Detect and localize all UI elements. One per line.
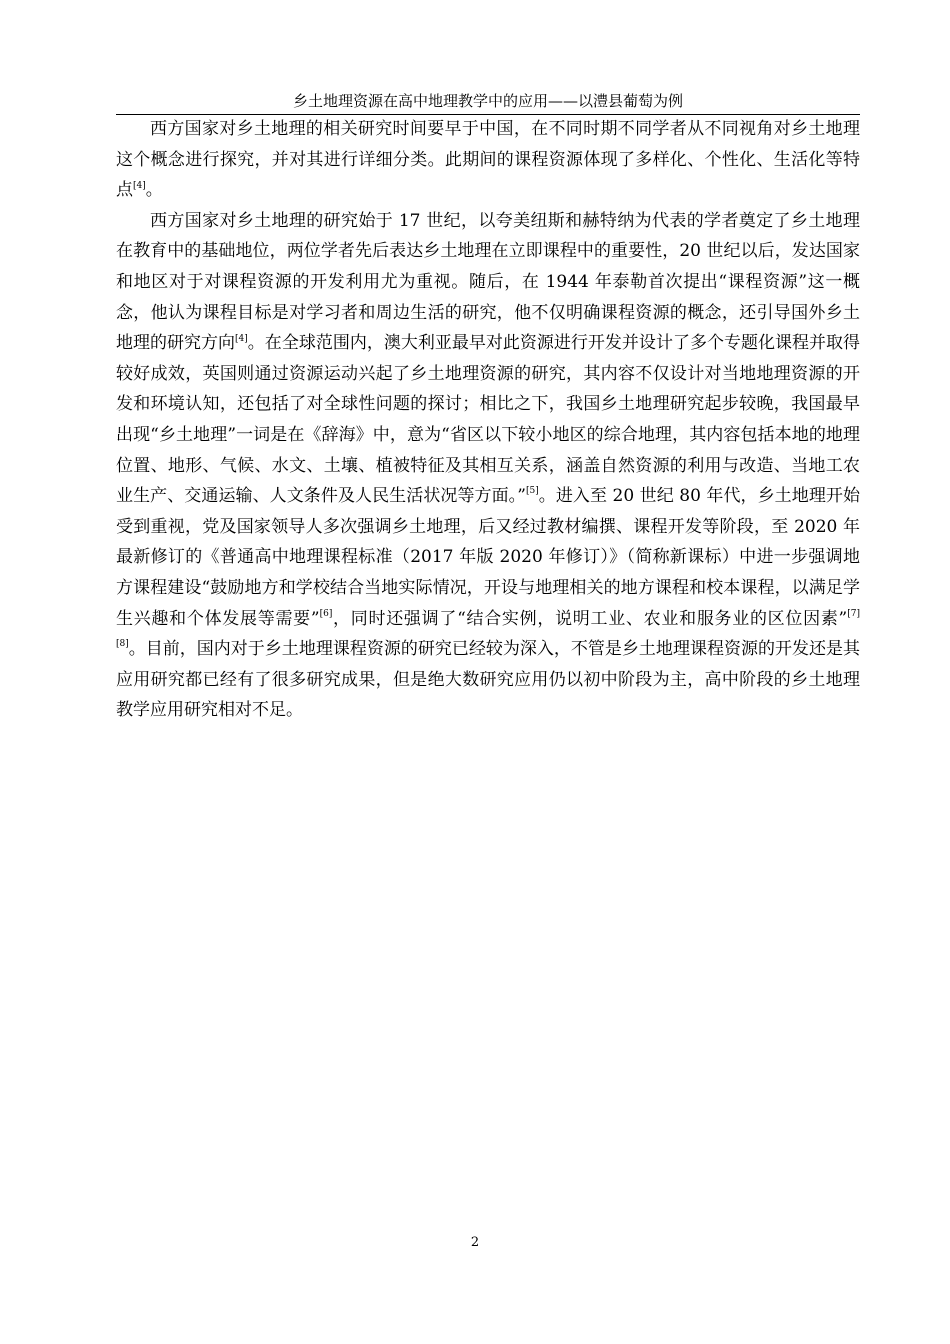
citation: [5]: [525, 486, 539, 497]
body-text: [116, 114, 860, 726]
text-run: 西方国家对乡土地理的研究始于 17 世纪，以夸美纽斯和赫特纳为代表的学者奠定了乡土地理在教育中的基础地位，两位学者先后表达乡土地理在立即课程中的重要性，20 世纪以后，发达国家和地区对于对课程资源的开发利用尤为重视。随后，在 1944 年泰勒首次提出“课程资源”这一概念，他认为课程目标是对学习者和周边生活的研究，他不仅明确课程资源的概念，还引导国外乡土地理的研究方向: [116, 210, 860, 354]
text-run: ，同时还强调了“结合实例，说明工业、农业和服务业的区位因素”: [332, 608, 848, 629]
text-run: 。进入至 20 世纪 80 年代，乡土地理开始受到重视，党及国家领导人多次强调乡土地理，后又经过教材编撰、课程开发等阶段，至 2020 年最新修订的《普通高中地理课程标准（2017 年版 2020 年修订）》（简称新课标）中进一步强调地方课程建设“鼓励地方和学校结合当地实际情况，开设与地理相关的地方课程和校本课程，以满足学生兴趣和个体发展等需要”: [116, 486, 860, 629]
citation: [7][8]: [116, 608, 860, 650]
page-number: 2: [470, 1235, 480, 1250]
citation: [4]: [133, 180, 146, 191]
citation: [4]: [235, 333, 248, 344]
text-run: 。在全球范围内，澳大利亚最早对此资源进行开发并设计了多个专题化课程并取得较好成效，英国则通过资源运动兴起了乡土地理资源的研究，其内容不仅设计对当地地理资源的开发和环境认知，还包括了对全球性问题的探讨；相比之下，我国乡土地理研究起步较晚，我国最早出现“乡土地理”一词是在《辞海》中，意为“省区以下较小地区的综合地理，其内容包括本地的地理位置、地形、气候、水文、土壤、植被特征及其相互关系，涵盖自然资源的利用与改造、当地工农业生产、交通运输、人文条件及人民生活状况等方面。”: [116, 333, 861, 507]
running-header-title: 乡土地理资源在高中地理教学中的应用——以澧县葡萄为例: [292, 92, 683, 110]
text-run: 。: [145, 180, 163, 201]
paragraph: [116, 206, 860, 726]
running-header: [116, 88, 860, 115]
citation: [6]: [319, 608, 333, 619]
text-run: 。目前，国内对于乡土地理课程资源的研究已经较为深入，不管是乡土地理课程资源的开发还是其应用研究都已经有了很多研究成果，但是绝大数研究应用仍以初中阶段为主，高中阶段的乡土地理教学应用研究相对不足。: [116, 639, 860, 721]
text-run: 西方国家对乡土地理的相关研究时间要早于中国，在不同时期不同学者从不同视角对乡土地理这个概念进行探究，并对其进行详细分类。此期间的课程资源体现了多样化、个性化、生活化等特点: [116, 119, 860, 201]
paragraph: [116, 114, 860, 206]
